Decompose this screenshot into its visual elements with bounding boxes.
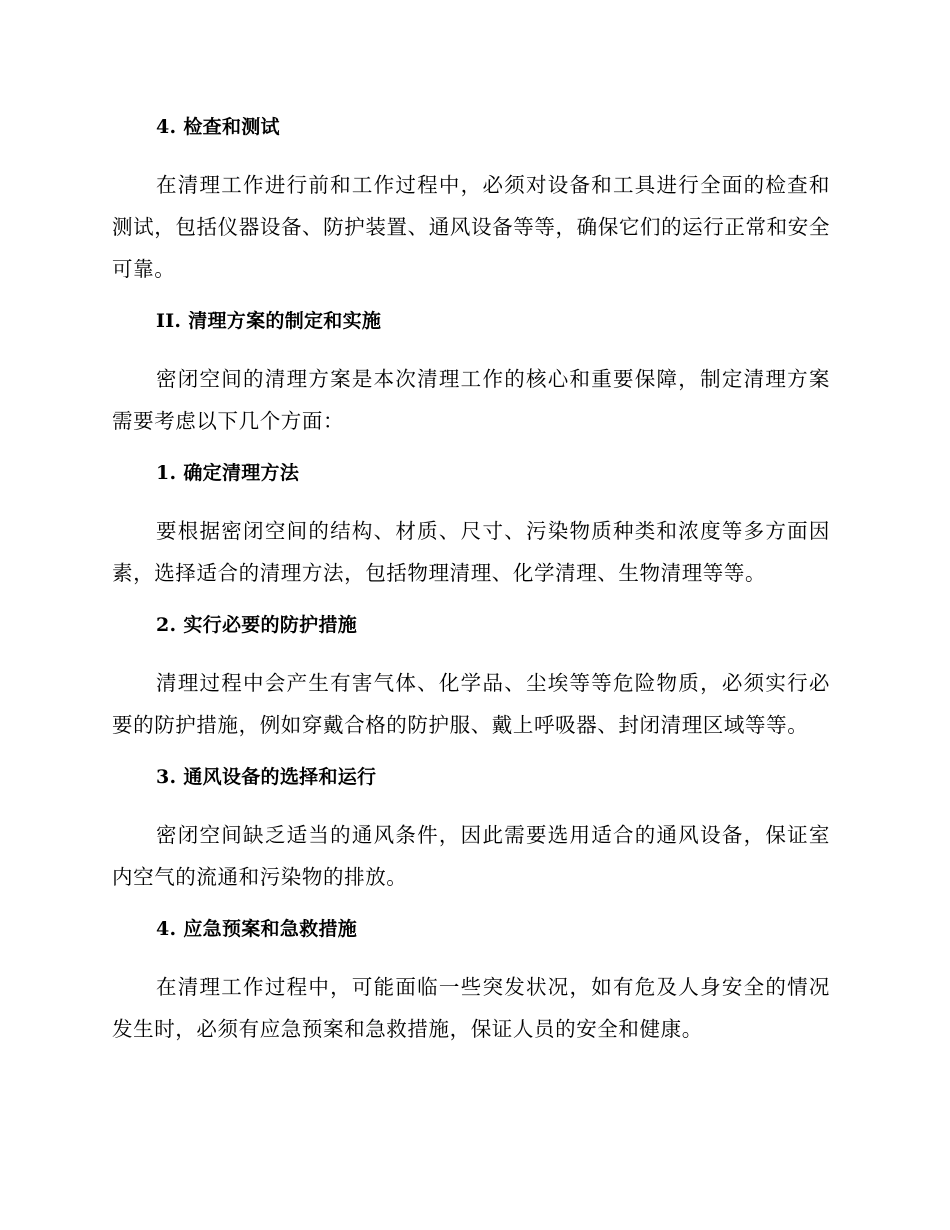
section-paragraph-protection: 清理过程中会产生有害气体、化学品、尘埃等等危险物质，必须实行必要的防护措施，例如穿戴合格的防护服、戴上呼吸器、封闭清理区域等等。 [112, 671, 830, 737]
section-heading-emergency: 4. 应急预案和急救措施 [156, 918, 358, 940]
document-body [112, 112, 830, 1050]
section-paragraph-inspection: 在清理工作进行前和工作过程中，必须对设备和工具进行全面的检查和测试，包括仪器设备、防护装置、通风设备等等，确保它们的运行正常和安全可靠。 [112, 173, 830, 281]
section-paragraph-plan: 密闭空间的清理方案是本次清理工作的核心和重要保障，制定清理方案需要考虑以下几个方面： [112, 367, 830, 433]
section-heading-inspection: 4. 检查和测试 [156, 116, 280, 138]
section-paragraph-ventilation: 密闭空间缺乏适当的通风条件，因此需要选用适合的通风设备，保证室内空气的流通和污染物的排放。 [112, 823, 830, 889]
section-heading-protection: 2. 实行必要的防护措施 [156, 614, 358, 636]
section-heading-method: 1. 确定清理方法 [156, 462, 300, 484]
section-paragraph-emergency: 在清理工作过程中，可能面临一些突发状况，如有危及人身安全的情况发生时，必须有应急预案和急救措施，保证人员的安全和健康。 [112, 975, 830, 1041]
section-paragraph-method: 要根据密闭空间的结构、材质、尺寸、污染物质种类和浓度等多方面因素，选择适合的清理方法，包括物理清理、化学清理、生物清理等等。 [112, 519, 830, 585]
section-heading-ventilation: 3. 通风设备的选择和运行 [156, 766, 377, 788]
section-heading-plan: II. 清理方案的制定和实施 [156, 310, 382, 332]
